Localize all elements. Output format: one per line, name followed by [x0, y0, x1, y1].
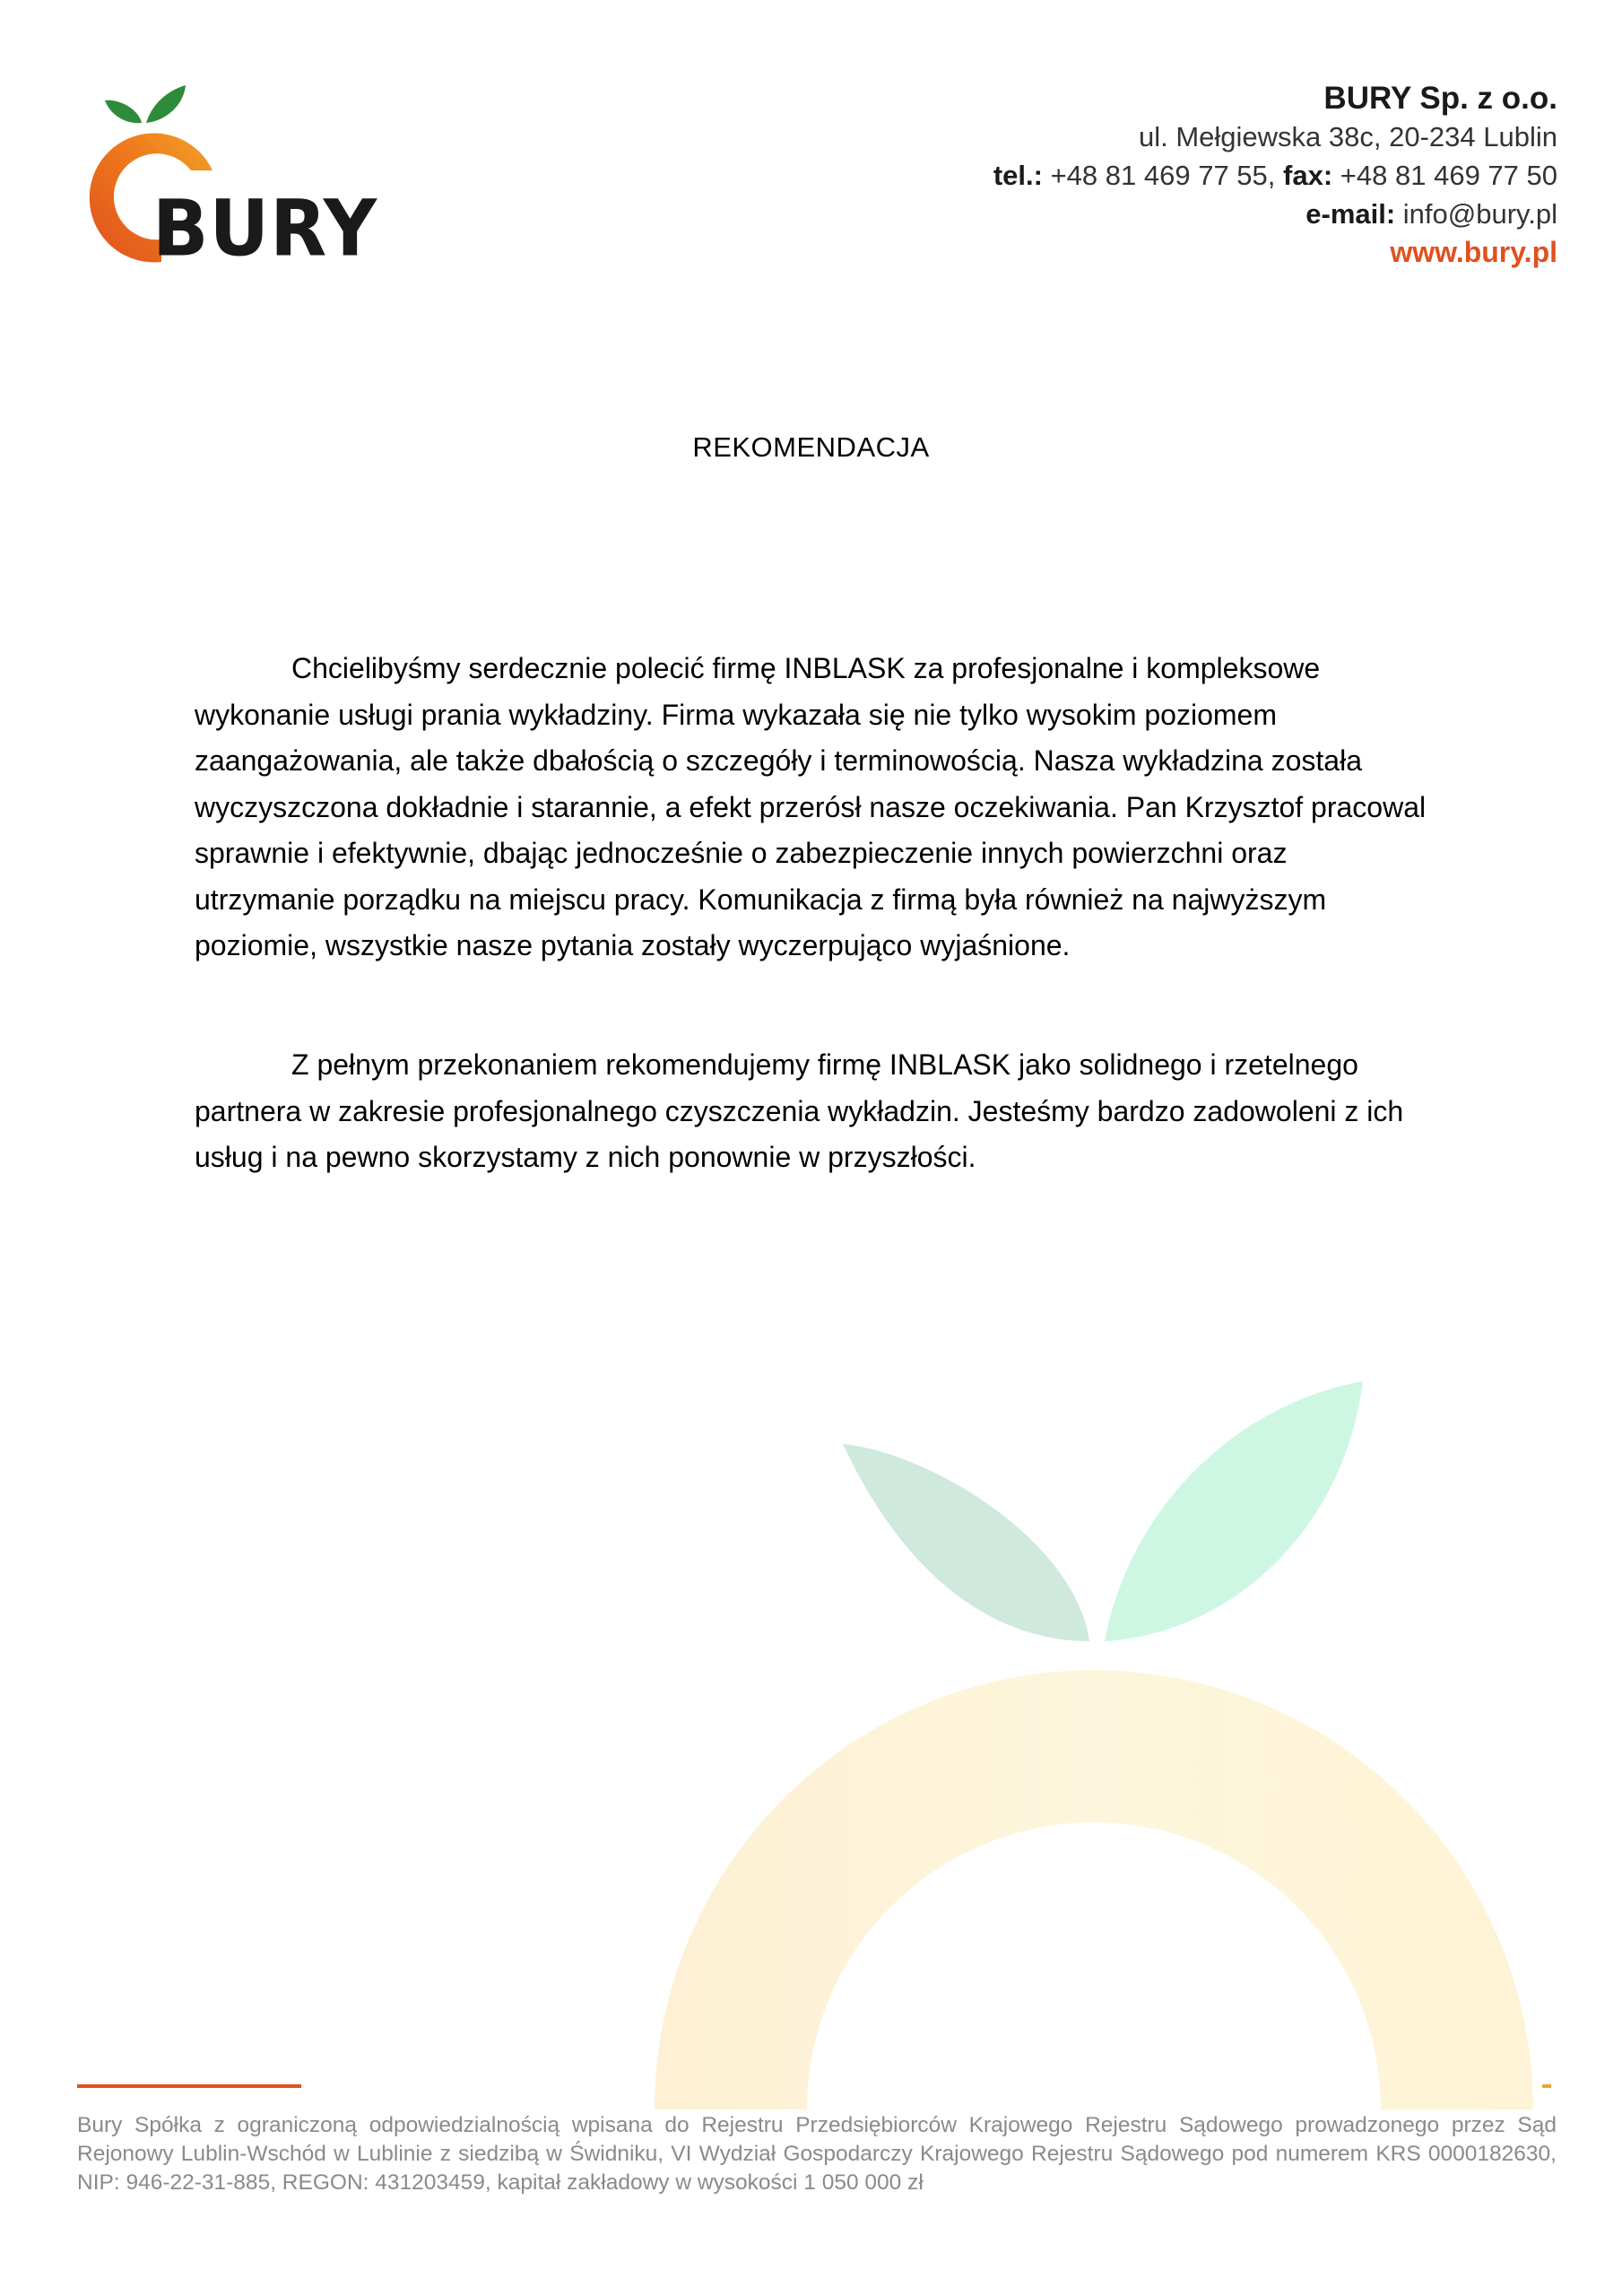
- footer-divider-orange: [77, 2084, 301, 2088]
- body-paragraph-2: Z pełnym przekonaniem rekomendujemy firmę INBLASK jako solidnego i rzetelnego partnera w zakresie profesjonalnego czyszczenia wykładzin. Jesteśmy bardzo zadowoleni z ich usług i na pewno skorzystamy z nich ponownie w przyszłości.: [195, 1048, 1404, 1173]
- logo-leaf-left: [105, 100, 142, 123]
- logo-leaf-right: [146, 85, 186, 123]
- watermark-leaf-left: [843, 1444, 1089, 1641]
- body-paragraph-1: Chcielibyśmy serdecznie polecić firmę INBLASK za profesjonalne i kompleksowe wykonanie usługi prania wykładziny. Firma wykazała się nie tylko wysokim poziomem zaangażowania, ale także dbałością o szczegóły i terminowością. Nasza wykładzina została wyczyszczona dokładnie i starannie, a efekt przerósł nasze oczekiwania. Pan Krzysztof pracowal sprawnie i efektywnie, dbając jednocześnie o zabezpieczenie innych powierzchni oraz utrzymanie porządku na miejscu pracy. Komunikacja z firmą była również na najwyższym poziomie, wszystkie nasze pytania zostały wyczerpująco wyjaśnione.: [195, 652, 1427, 961]
- email-line: [993, 195, 1557, 233]
- tel-label: tel.:: [993, 160, 1043, 191]
- website-link[interactable]: www.bury.pl: [1390, 236, 1557, 268]
- logo-wordmark: BURY: [152, 184, 378, 274]
- company-address: ul. Mełgiewska 38c, 20-234 Lublin: [1139, 121, 1557, 152]
- tel-value: +48 81 469 77 55,: [1050, 160, 1276, 191]
- footer-divider-amber: [1542, 2084, 1551, 2088]
- fax-value: +48 81 469 77 50: [1340, 160, 1557, 191]
- phone-fax-line: [993, 156, 1557, 195]
- email-label: e-mail:: [1305, 198, 1396, 230]
- fax-label: fax:: [1283, 160, 1333, 191]
- watermark-leaf-right: [1105, 1381, 1363, 1641]
- footer-legal-text: Bury Spółka z ograniczoną odpowiedzialnością wpisana do Rejestru Przedsiębiorców Krajowego Rejestru Sądowego prowadzonego przez Sąd Rejonowy Lublin-Wschód w Lublinie z siedzibą w Świdniku, VI Wydział Gospodarczy Krajowego Rejestru Sądowego pod numerem KRS 0000182630, NIP: 946-22-31-885, REGON: 431203459, kapitał zakładowy w wysokości 1 050 000 zł: [77, 2113, 1557, 2195]
- header-contact-block: [993, 79, 1557, 272]
- company-name: BURY Sp. z o.o.: [1323, 81, 1557, 116]
- watermark-arch: [655, 1670, 1533, 2109]
- document-title: REKOMENDACJA: [692, 431, 930, 463]
- email-value[interactable]: info@bury.pl: [1402, 198, 1557, 230]
